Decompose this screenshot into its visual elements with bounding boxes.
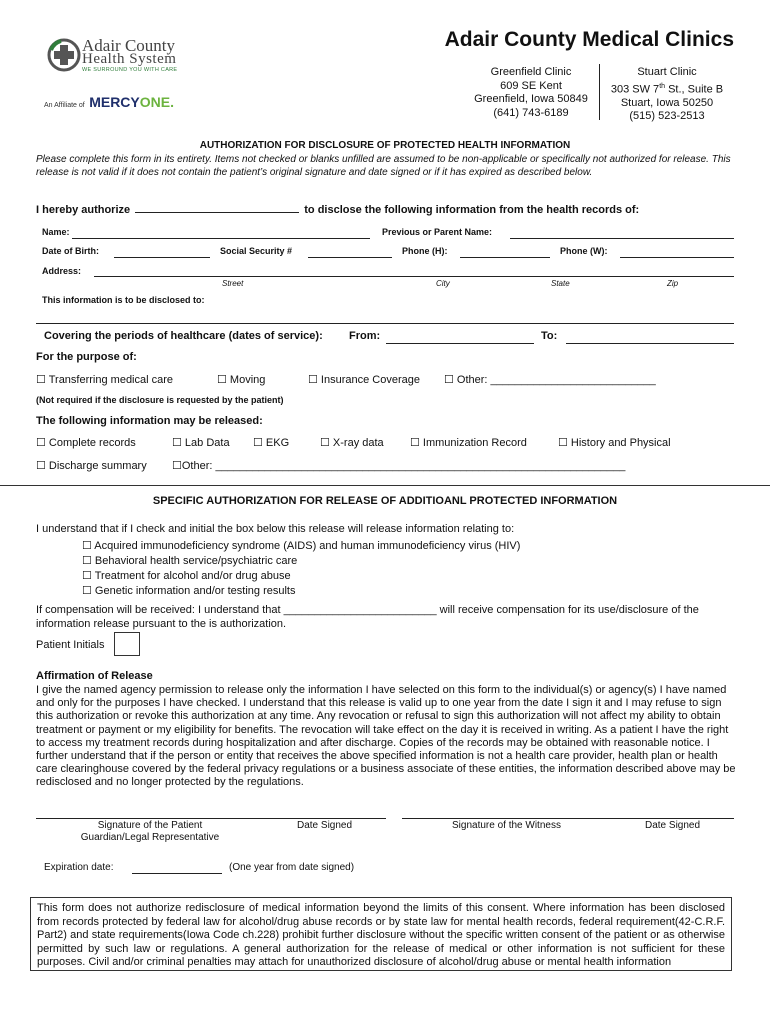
authorized-party-field[interactable] bbox=[135, 201, 299, 213]
release-other-checkbox[interactable]: ☐Other: ___________________________________________________________________ bbox=[172, 460, 626, 472]
clinic-greenfield: Greenfield Clinic 609 SE Kent Greenfield, Iowa 50849 (641) 743-6189 bbox=[474, 66, 588, 119]
address-state-caption: State bbox=[551, 279, 570, 288]
ssn-field[interactable] bbox=[308, 257, 392, 258]
address-field[interactable] bbox=[94, 276, 734, 277]
purpose-moving-checkbox[interactable]: ☐ Moving bbox=[217, 374, 266, 386]
witness-signature-line[interactable] bbox=[402, 818, 734, 819]
dob-label: Date of Birth: bbox=[42, 246, 99, 256]
disclosed-to-field[interactable] bbox=[36, 323, 734, 324]
phone-w-field[interactable] bbox=[620, 257, 734, 258]
release-xray-checkbox[interactable]: ☐ X-ray data bbox=[320, 437, 384, 449]
phone-w-label: Phone (W): bbox=[560, 246, 608, 256]
logo bbox=[44, 36, 194, 116]
logo-name-line1: Adair County bbox=[82, 36, 176, 55]
purpose-other-checkbox[interactable]: ☐ Other: ___________________________ bbox=[444, 374, 656, 386]
intro-text: Please complete this form in its entirety. Items not checked or blanks unfilled are assumed to be non-applicable or specifically not authorized for release. This release is not valid if it does not contain the patient’s original signature and date signed or if it has expired as described below. bbox=[36, 154, 731, 178]
release-complete-records-checkbox[interactable]: ☐ Complete records bbox=[36, 437, 136, 449]
purpose-insurance-checkbox[interactable]: ☐ Insurance Coverage bbox=[308, 374, 420, 386]
name-label: Name: bbox=[42, 227, 70, 237]
section2-intro: I understand that if I check and initial the box below this release will release information relating to: bbox=[36, 523, 515, 535]
name-field[interactable] bbox=[72, 238, 370, 239]
phone-h-label: Phone (H): bbox=[402, 246, 448, 256]
ssn-label: Social Security # bbox=[220, 246, 293, 256]
expiration-label: Expiration date: bbox=[44, 862, 114, 873]
from-field[interactable] bbox=[386, 343, 534, 344]
patient-signature-line[interactable] bbox=[36, 818, 386, 819]
item-aids-hiv-checkbox[interactable]: ☐ Acquired immunodeficiency syndrome (AIDS) and human immunodeficiency virus (HIV) bbox=[82, 540, 521, 552]
affirmation-heading: Affirmation of Release bbox=[36, 670, 153, 682]
footer-notice bbox=[30, 897, 732, 971]
release-discharge-summary-checkbox[interactable]: ☐ Discharge summary bbox=[36, 460, 147, 472]
patient-initials-label: Patient Initials bbox=[36, 639, 105, 651]
affiliate-line bbox=[44, 94, 174, 112]
sig-patient-label: Signature of the Patient Guardian/Legal Representative bbox=[80, 820, 220, 843]
section-divider bbox=[0, 485, 770, 486]
address-city-caption: City bbox=[436, 279, 450, 288]
clinic-divider bbox=[599, 64, 600, 120]
release-lab-data-checkbox[interactable]: ☐ Lab Data bbox=[172, 437, 230, 449]
item-alcohol-drug-checkbox[interactable]: ☐ Treatment for alcohol and/or drug abuse bbox=[82, 570, 291, 582]
disclosed-to-label: This information is to be disclosed to: bbox=[42, 295, 205, 305]
affirmation-text: I give the named agency permission to release only the information I have selected on this form to the individual(s) or agency(s) I have named and only for the purposes I have checked. I understand that this release is valid up to one year from the date I sign it and I may refuse to sign this authorization or revoke this authorization at any time. Any revocation or refusal to sign this authorization will not affect my ability to obtain treatment or payment or my eligibility for benefits. The revocation will take effect on the day it is received in writing. As a patient I have the right to access my treatment records during hospitalization and after discharge. Copies of the records may be obtained with reasonable notice. I further understand that if the person or entity that receives the above specified information is not a health care provider, health plan or health care clearinghouse covered by the federal privacy regulations or a business associate of these entities, the information described above may be redisclosed and no longer protected by the regulations. bbox=[36, 684, 736, 789]
to-label: To: bbox=[541, 330, 558, 342]
section2-heading: SPECIFIC AUTHORIZATION FOR RELEASE OF ADDITIOANL PROTECTED INFORMATION bbox=[152, 495, 618, 507]
clinic-stuart: Stuart Clinic 303 SW 7th St., Suite B Stuart, Iowa 50250 (515) 523-2513 bbox=[610, 66, 724, 123]
address-street-caption: Street bbox=[222, 279, 244, 288]
from-label: From: bbox=[349, 330, 381, 342]
address-label: Address: bbox=[42, 266, 82, 276]
prev-name-field[interactable] bbox=[510, 238, 734, 239]
prev-name-label: Previous or Parent Name: bbox=[382, 227, 493, 237]
item-genetic-checkbox[interactable]: ☐ Genetic information and/or testing results bbox=[82, 585, 296, 597]
date-signed-label-2: Date Signed bbox=[645, 820, 701, 831]
covering-label: Covering the periods of healthcare (dates of service): bbox=[44, 330, 323, 342]
mercyone-logo: MERCYONE. bbox=[89, 94, 174, 110]
date-signed-label-1: Date Signed bbox=[297, 820, 353, 831]
release-history-physical-checkbox[interactable]: ☐ History and Physical bbox=[558, 437, 671, 449]
purpose-transferring-checkbox[interactable]: ☐ Transferring medical care bbox=[36, 374, 174, 386]
address-zip-caption: Zip bbox=[667, 279, 679, 288]
patient-initials-box[interactable] bbox=[114, 632, 140, 656]
phone-h-field[interactable] bbox=[460, 257, 550, 258]
compensation-line1: If compensation will be received: I understand that _________________________ will receive compensation for its use/disclosure of the bbox=[36, 604, 699, 616]
purpose-note: (Not required if the disclosure is requested by the patient) bbox=[36, 395, 284, 405]
section1-heading: AUTHORIZATION FOR DISCLOSURE OF PROTECTED HEALTH INFORMATION bbox=[199, 140, 571, 151]
logo-tagline: WE SURROUND YOU WITH CARE bbox=[82, 67, 178, 73]
footer-notice-text: This form does not authorize redisclosure of medical information beyond the limits of this consent. Where information has been disclosed from records protected by federal law for alcohol/drug abuse records or by state law for mental health records, federal requirement(42-C.R.F. Part2) and state requirements(Iowa Code ch.228) prohibit further disclosure without the specific written consent of the patient or as otherwise permitted by such law or regulations. A general authorization for the release of medical or other information is not sufficient for these purposes. Civil and/or criminal penalties may attach for unauthorized disclosure of alcohol/drug abuse or mental health information bbox=[37, 902, 725, 968]
sig-witness-label: Signature of the Witness bbox=[452, 820, 561, 831]
item-behavioral-checkbox[interactable]: ☐ Behavioral health service/psychiatric care bbox=[82, 555, 298, 567]
released-label: The following information may be released: bbox=[36, 415, 263, 427]
dob-field[interactable] bbox=[114, 257, 210, 258]
to-field[interactable] bbox=[566, 343, 734, 344]
compensation-line2: information release pursuant to the is authorization. bbox=[36, 618, 287, 630]
expiration-note: (One year from date signed) bbox=[229, 862, 355, 873]
purpose-label: For the purpose of: bbox=[36, 351, 137, 363]
release-immunization-checkbox[interactable]: ☐ Immunization Record bbox=[410, 437, 527, 449]
release-ekg-checkbox[interactable]: ☐ EKG bbox=[253, 437, 290, 449]
affiliate-prefix: An Affiliate of bbox=[44, 102, 85, 109]
expiration-field[interactable] bbox=[132, 873, 222, 874]
health-cross-icon bbox=[47, 38, 81, 72]
authorize-row: I hereby authorize to disclose the following information from the health records of: bbox=[36, 201, 639, 216]
logo-name-line2: Health System bbox=[82, 51, 177, 67]
page-title: Adair County Medical Clinics bbox=[444, 28, 734, 51]
